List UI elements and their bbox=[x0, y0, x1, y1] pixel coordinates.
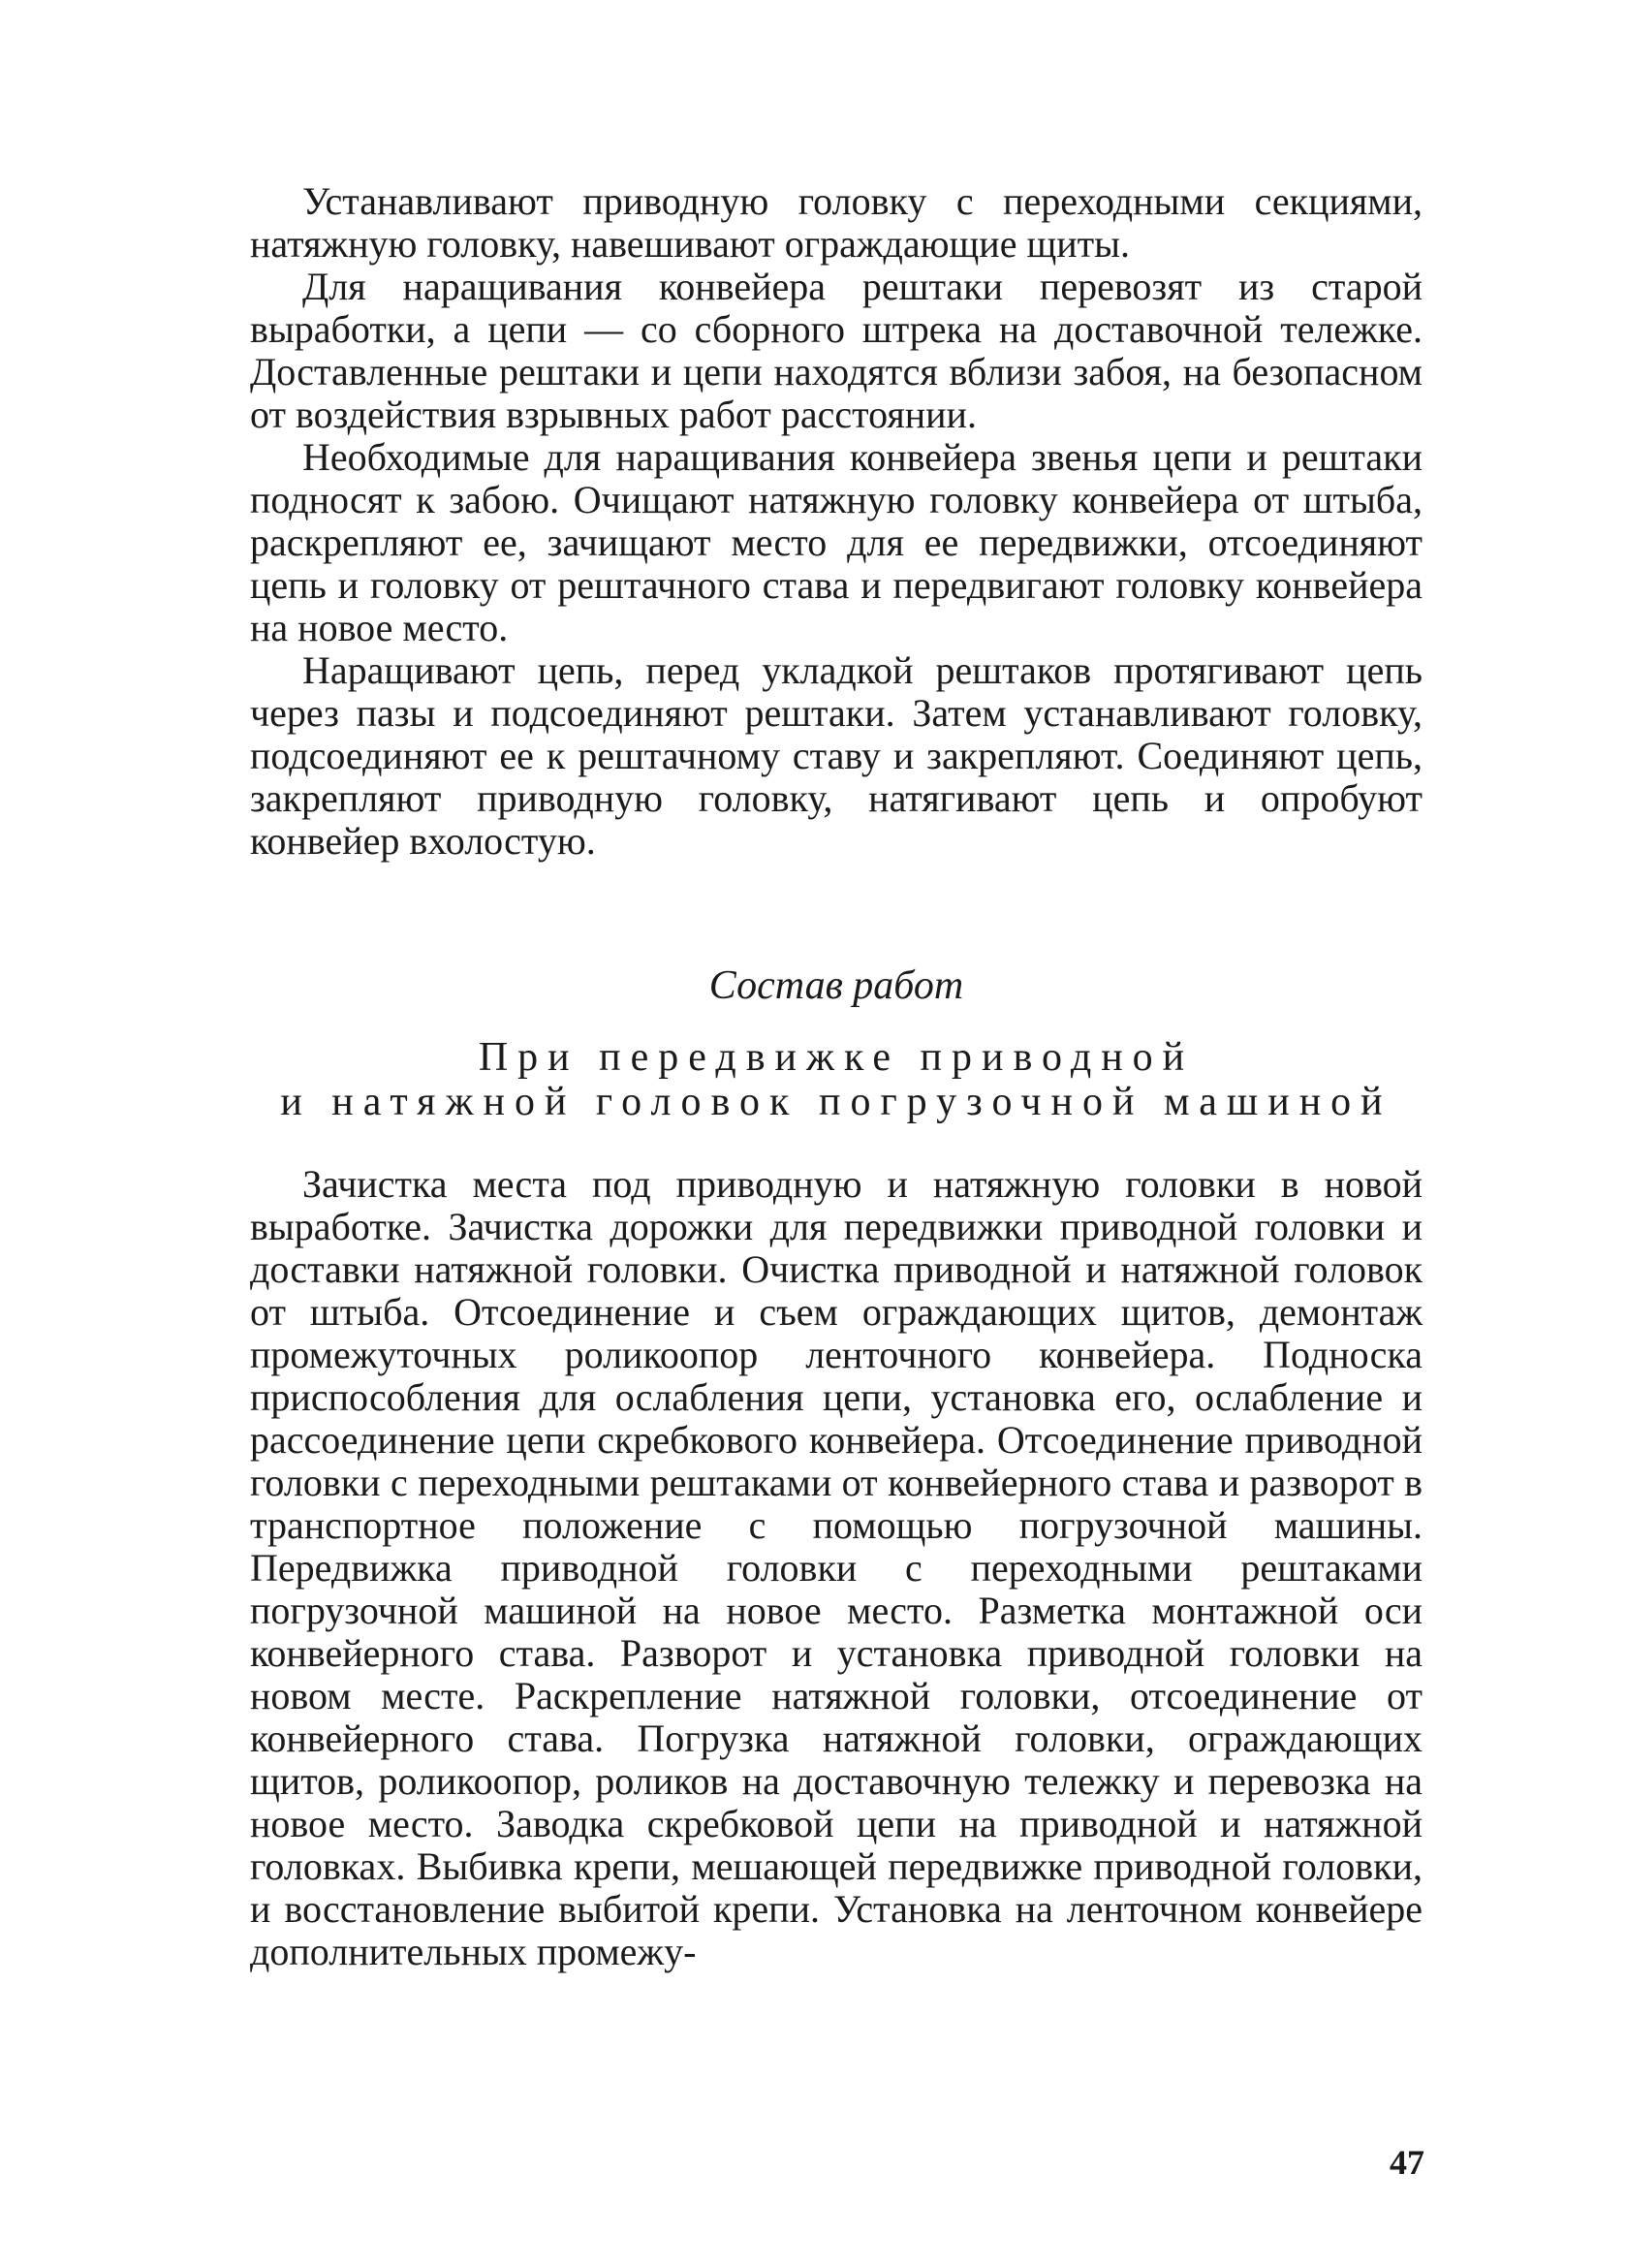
paragraph-work-composition: Зачистка места под приводную и натяжную головки в новой выработке. Зачистка дорожки для передвижки приводной головки и доставки натяжной головки. Очистка приводной и натяжной головок от штыба. Отсоединение и съем ограждающих щитов, демонтаж промежуточных роликоопор ленточного конвейера. Подноска приспособления для ослабления цепи, установка его, ослабление и рассоединение цепи скребкового конвейера. Отсоединение приводной головки с переходными рештаками от конвейерного става и разворот в транспортное положение с помощью погрузочной машины. Передвижка приводной головки с переходными рештаками погрузочной машиной на новое место. Разметка монтажной оси конвейерного става. Разворот и установка приводной головки на новом месте. Раскрепление натяжной головки, отсоединение от конвейерного става. Погрузка натяжной головки, ограждающих щитов, роликоопор, роликов на доставочную тележку и перевозка на новое место. Заводка скребковой цепи на приводной и натяжной головках. Выбивка крепи, мешающей передвижке приводной головки, и восстановление выбитой крепи. Установка на ленточном конвейере дополнительных промежу- bbox=[250, 1162, 1423, 1973]
subsection-title-line2: и натяжной головок погрузочной машиной bbox=[280, 1080, 1392, 1124]
top-text-block bbox=[250, 180, 1423, 863]
section-title: Состав работ bbox=[708, 963, 964, 1008]
page-number: 47 bbox=[1390, 2143, 1424, 2182]
subsection-title-line1: При передвижке приводной bbox=[478, 1035, 1195, 1080]
paragraph-chain-links-delivery: Необходимые для наращивания конвейера звенья цепи и рештаки подносят к забою. Очищают натяжную головку конвейера от штыба, раскрепляют ее, зачищают место для ее передвижки, отсоединяют цепь и головку от рештачного става и передвигают головку конвейера на новое место. bbox=[250, 435, 1423, 649]
bottom-text-block bbox=[250, 1163, 1423, 1973]
paragraph-chain-extension: Наращивают цепь, перед укладкой рештаков протягивают цепь через пазы и подсоединяют рештаки. Затем устанавливают головку, подсоединяют ее к рештачному ставу и закрепляют. Соединяют цепь, закрепляют приводную головку, натягивают цепь и опробуют конвейер вхолостую. bbox=[250, 648, 1423, 863]
subsection-title bbox=[250, 1035, 1423, 1124]
paragraph-install-drive-head: Устанавливают приводную головку с переходными секциями, натяжную головку, навешивают ограждающие щиты. bbox=[250, 179, 1423, 266]
paragraph-conveyor-extension-transport: Для наращивания конвейера рештаки перевозят из старой выработки, а цепи — со сборного штрека на доставочной тележке. Доставленные рештаки и цепи находятся вблизи забоя, на безопасном от воздействия взрывных работ расстоянии. bbox=[250, 265, 1423, 436]
